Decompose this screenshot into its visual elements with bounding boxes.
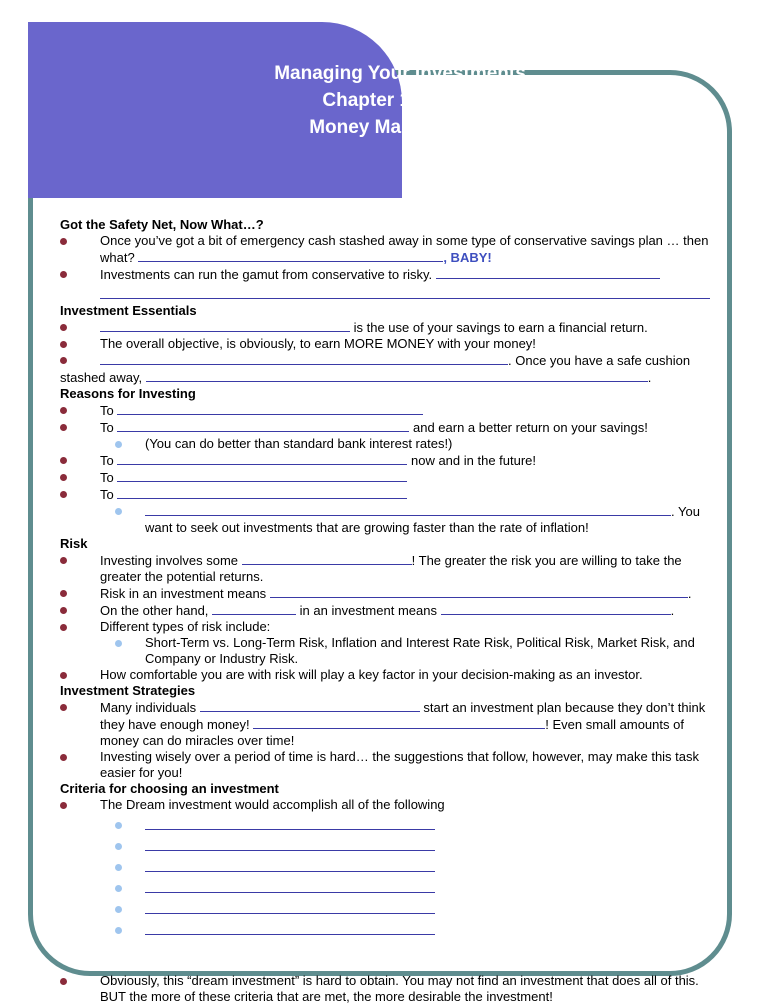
sub-bullet-icon	[115, 864, 122, 871]
list-item: Many individuals start an investment plan because they don’t think they have enough money! ! Even small amounts of money can do miracles over time!	[60, 699, 710, 749]
sub-list-item	[60, 901, 710, 918]
title-line-3: Money Management	[309, 117, 491, 138]
section-heading: Risk	[60, 536, 88, 551]
sub-bullet-icon	[115, 906, 122, 913]
sub-bullet-icon	[115, 843, 122, 850]
list-item: Risk in an investment means .	[60, 585, 710, 602]
fill-in-blank[interactable]	[100, 286, 710, 299]
bullet-icon	[60, 457, 67, 464]
fill-in-blank[interactable]	[100, 319, 350, 332]
sub-list-item	[60, 838, 710, 855]
title-line-1: Managing Your Investments	[274, 63, 526, 84]
fill-in-blank[interactable]	[436, 266, 660, 279]
fill-in-blank[interactable]	[145, 503, 671, 516]
sub-bullet-icon	[115, 441, 122, 448]
section-heading: Investment Essentials	[60, 303, 197, 318]
bullet-icon	[60, 474, 67, 481]
fill-in-blank[interactable]	[117, 419, 409, 432]
list-item: To	[60, 486, 710, 503]
bullet-icon	[60, 672, 67, 679]
sub-list-item	[60, 817, 710, 834]
bullet-icon	[60, 357, 67, 364]
list-item: Once you’ve got a bit of emergency cash stashed away in some type of conservative savings plan … then what? , BABY!	[60, 233, 710, 266]
list-item: To and earn a better return on your savings!	[60, 419, 710, 436]
sub-list-item	[60, 859, 710, 876]
fill-in-blank[interactable]	[145, 838, 435, 851]
sub-bullet-icon	[115, 927, 122, 934]
list-item: Obviously, this “dream investment” is hard to obtain. You may not find an investment that does all of this. BUT the more of these criteria that are met, the more desirable the investment!	[60, 973, 710, 1005]
fill-in-blank[interactable]	[117, 452, 407, 465]
blank-answer: , BABY!	[443, 250, 492, 265]
fill-in-blank[interactable]	[117, 486, 407, 499]
list-item: To	[60, 402, 710, 419]
bullet-icon	[60, 607, 67, 614]
fill-in-blank[interactable]	[270, 585, 688, 598]
fill-in-blank[interactable]	[117, 469, 407, 482]
bullet-icon	[60, 238, 67, 245]
fill-in-blank[interactable]	[200, 699, 420, 712]
bullet-icon	[60, 491, 67, 498]
sub-list-item: (You can do better than standard bank interest rates!)	[60, 436, 710, 452]
bullet-icon	[60, 424, 67, 431]
fill-in-blank[interactable]	[212, 602, 296, 615]
sub-list-item	[60, 880, 710, 897]
sub-list-item: Short-Term vs. Long-Term Risk, Inflation and Interest Rate Risk, Political Risk, Market Risk, and Company or Industry Risk.	[60, 635, 710, 667]
section-heading: Reasons for Investing	[60, 386, 196, 401]
list-item: Investing involves some ! The greater the risk you are willing to take the greater the potential returns.	[60, 552, 710, 585]
fill-in-blank[interactable]	[242, 552, 412, 565]
section-heading: Criteria for choosing an investment	[60, 781, 279, 796]
sub-bullet-icon	[115, 822, 122, 829]
list-item: Investments can run the gamut from conservative to risky.	[60, 266, 710, 299]
bullet-icon	[60, 271, 67, 278]
list-item: On the other hand, in an investment means .	[60, 602, 710, 619]
fill-in-blank[interactable]	[441, 602, 671, 615]
fill-in-blank[interactable]	[146, 369, 648, 382]
sub-list-item: . You want to seek out investments that are growing faster than the rate of inflation!	[60, 503, 710, 536]
bullet-icon	[60, 590, 67, 597]
fill-in-blank[interactable]	[138, 249, 443, 262]
list-item: Investing wisely over a period of time is hard… the suggestions that follow, however, may make this task easier for you!	[60, 749, 710, 781]
bullet-icon	[60, 557, 67, 564]
sub-bullet-icon	[115, 508, 122, 515]
fill-in-blank[interactable]	[145, 880, 435, 893]
fill-in-blank[interactable]	[145, 817, 435, 830]
sub-bullet-icon	[115, 640, 122, 647]
bullet-icon	[60, 407, 67, 414]
list-item: To now and in the future!	[60, 452, 710, 469]
fill-in-blank[interactable]	[145, 922, 435, 935]
fill-in-blank[interactable]	[117, 402, 423, 415]
bullet-icon	[60, 341, 67, 348]
notes-body	[60, 217, 710, 1005]
fill-in-blank[interactable]	[145, 859, 435, 872]
list-item: The overall objective, is obviously, to earn MORE MONEY with your money!	[60, 336, 710, 352]
fill-in-blank[interactable]	[100, 352, 508, 365]
section-heading: Investment Strategies	[60, 683, 196, 698]
bullet-icon	[60, 802, 67, 809]
sub-bullet-icon	[115, 885, 122, 892]
list-item-continued: stashed away, .	[60, 370, 652, 385]
list-item: The Dream investment would accomplish all of the following	[60, 797, 710, 813]
list-item: How comfortable you are with risk will play a key factor in your decision-making as an investor.	[60, 667, 710, 683]
sub-list-item	[60, 922, 710, 939]
bullet-icon	[60, 704, 67, 711]
list-item: . Once you have a safe cushion	[60, 352, 710, 369]
fill-in-blank[interactable]	[145, 901, 435, 914]
bullet-icon	[60, 754, 67, 761]
bullet-icon	[60, 324, 67, 331]
list-item: Different types of risk include:	[60, 619, 710, 635]
bullet-icon	[60, 624, 67, 631]
section-heading: Got the Safety Net, Now What…?	[60, 217, 264, 232]
list-item: is the use of your savings to earn a financial return.	[60, 319, 710, 336]
fill-in-blank[interactable]	[253, 716, 545, 729]
bullet-icon	[60, 978, 67, 985]
list-item: To	[60, 469, 710, 486]
title-line-2: Chapter 11 Notes	[322, 90, 478, 111]
